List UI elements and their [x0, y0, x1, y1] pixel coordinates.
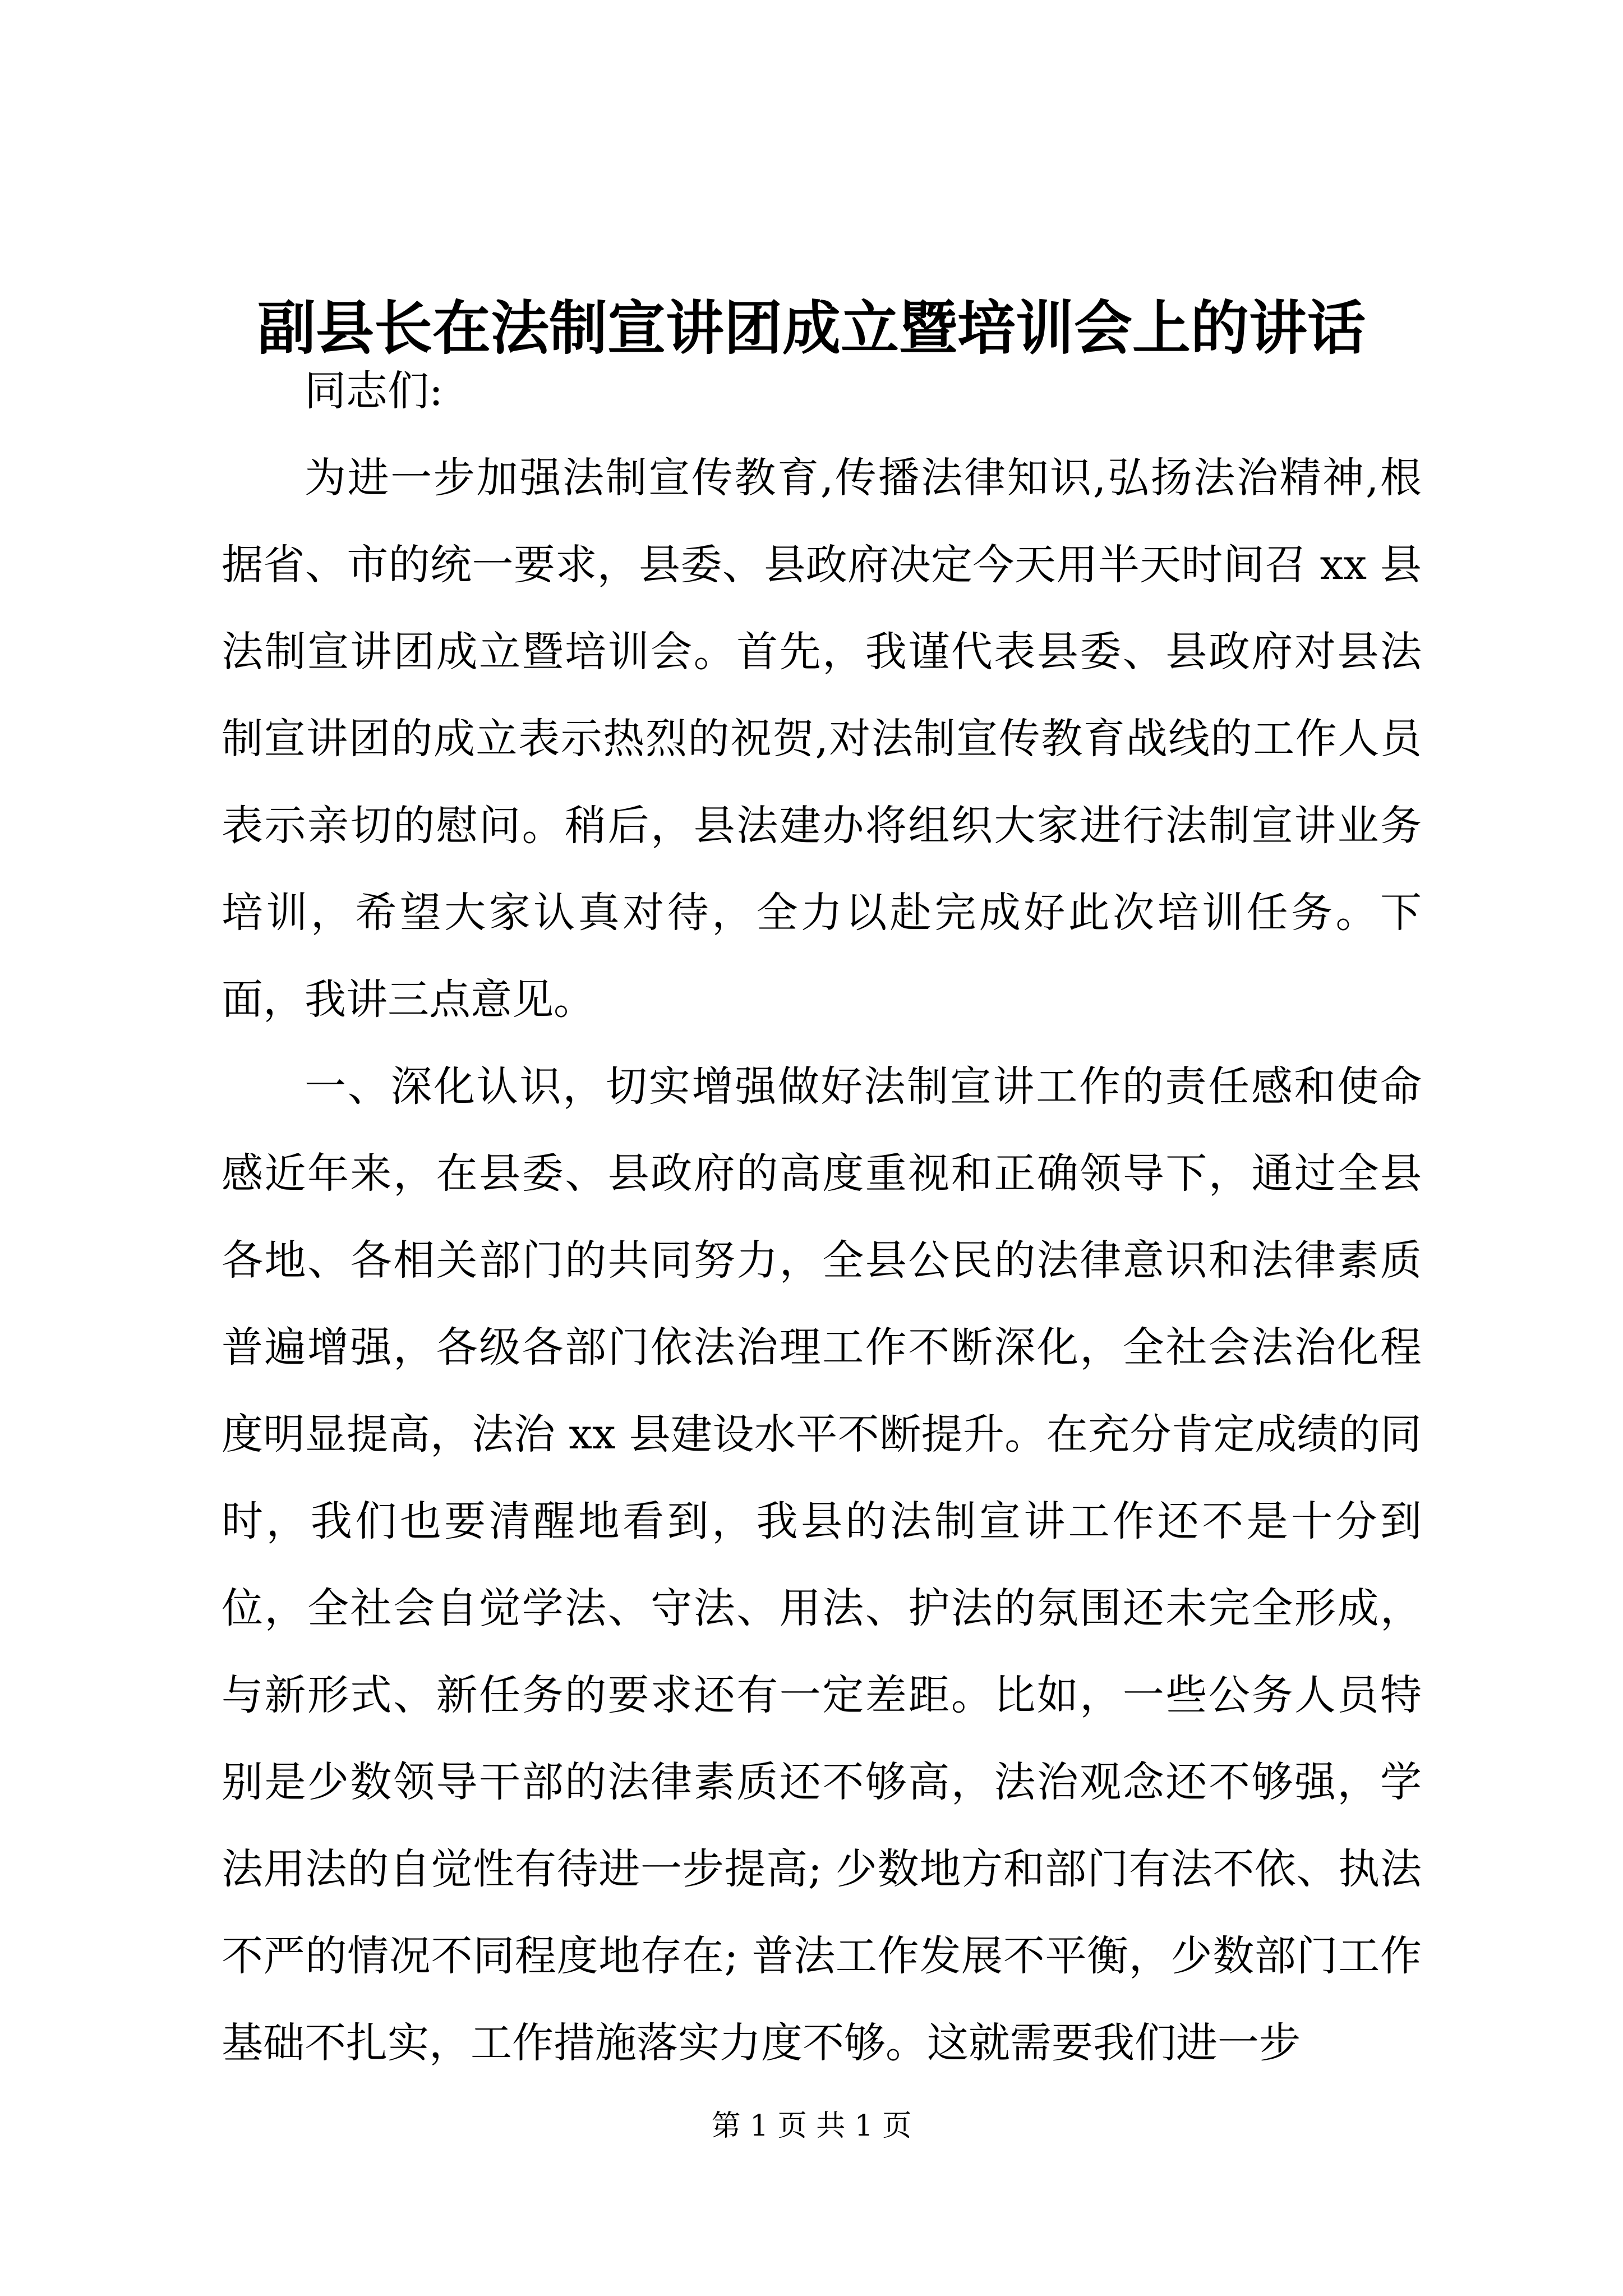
- salutation: 同志们:: [305, 367, 443, 415]
- page-number-footer: 第 1 页 共 1 页: [711, 2109, 912, 2143]
- paragraph-section-one: 一、深化认识，切实增强做好法制宣讲工作的责任感和使命感近年来，在县委、县政府的高度重视和正确领导下，通过全县各地、各相关部门的共同努力，全县公民的法律意识和法律素质普遍增强，各级各部门依法治理工作不断深化，全社会法治化程度明显提高，法治 xx 县建设水平不断提升。在充分肯定成绩的同时，我们也要清醒地看到，我县的法制宣讲工作还不是十分到位，全社会自觉学法、守法、用法、护法的氛围还未完全形成，与新形式、新任务的要求还有一定差距。比如，一些公务人员特别是少数领导干部的法律素质还不够高，法治观念还不够强，学法用法的自觉性有待进一步提高; 少数地方和部门有法不依、执法不严的情况不同程度地存在; 普法工作发展不平衡，少数部门工作基础不扎实，工作措施落实力度不够。这就需要我们进一步: [222, 1062, 1422, 2067]
- document-title: 副县长在法制宣讲团成立暨培训会上的讲话: [257, 293, 1366, 362]
- paragraph-intro: 为进一步加强法制宣传教育,传播法律知识,弘扬法治精神,根据省、市的统一要求，县委、县政府决定今天用半天时间召 xx 县法制宣讲团成立暨培训会。首先，我谨代表县委、县政府对县法制宣讲团的成立表示热烈的祝贺,对法制宣传教育战线的工作人员表示亲切的慰问。稍后，县法建办将组织大家进行法制宣讲业务培训，希望大家认真对待，全力以赴完成好此次培训任务。下面，我讲三点意见。: [222, 454, 1422, 1024]
- document-body: [222, 348, 1422, 2087]
